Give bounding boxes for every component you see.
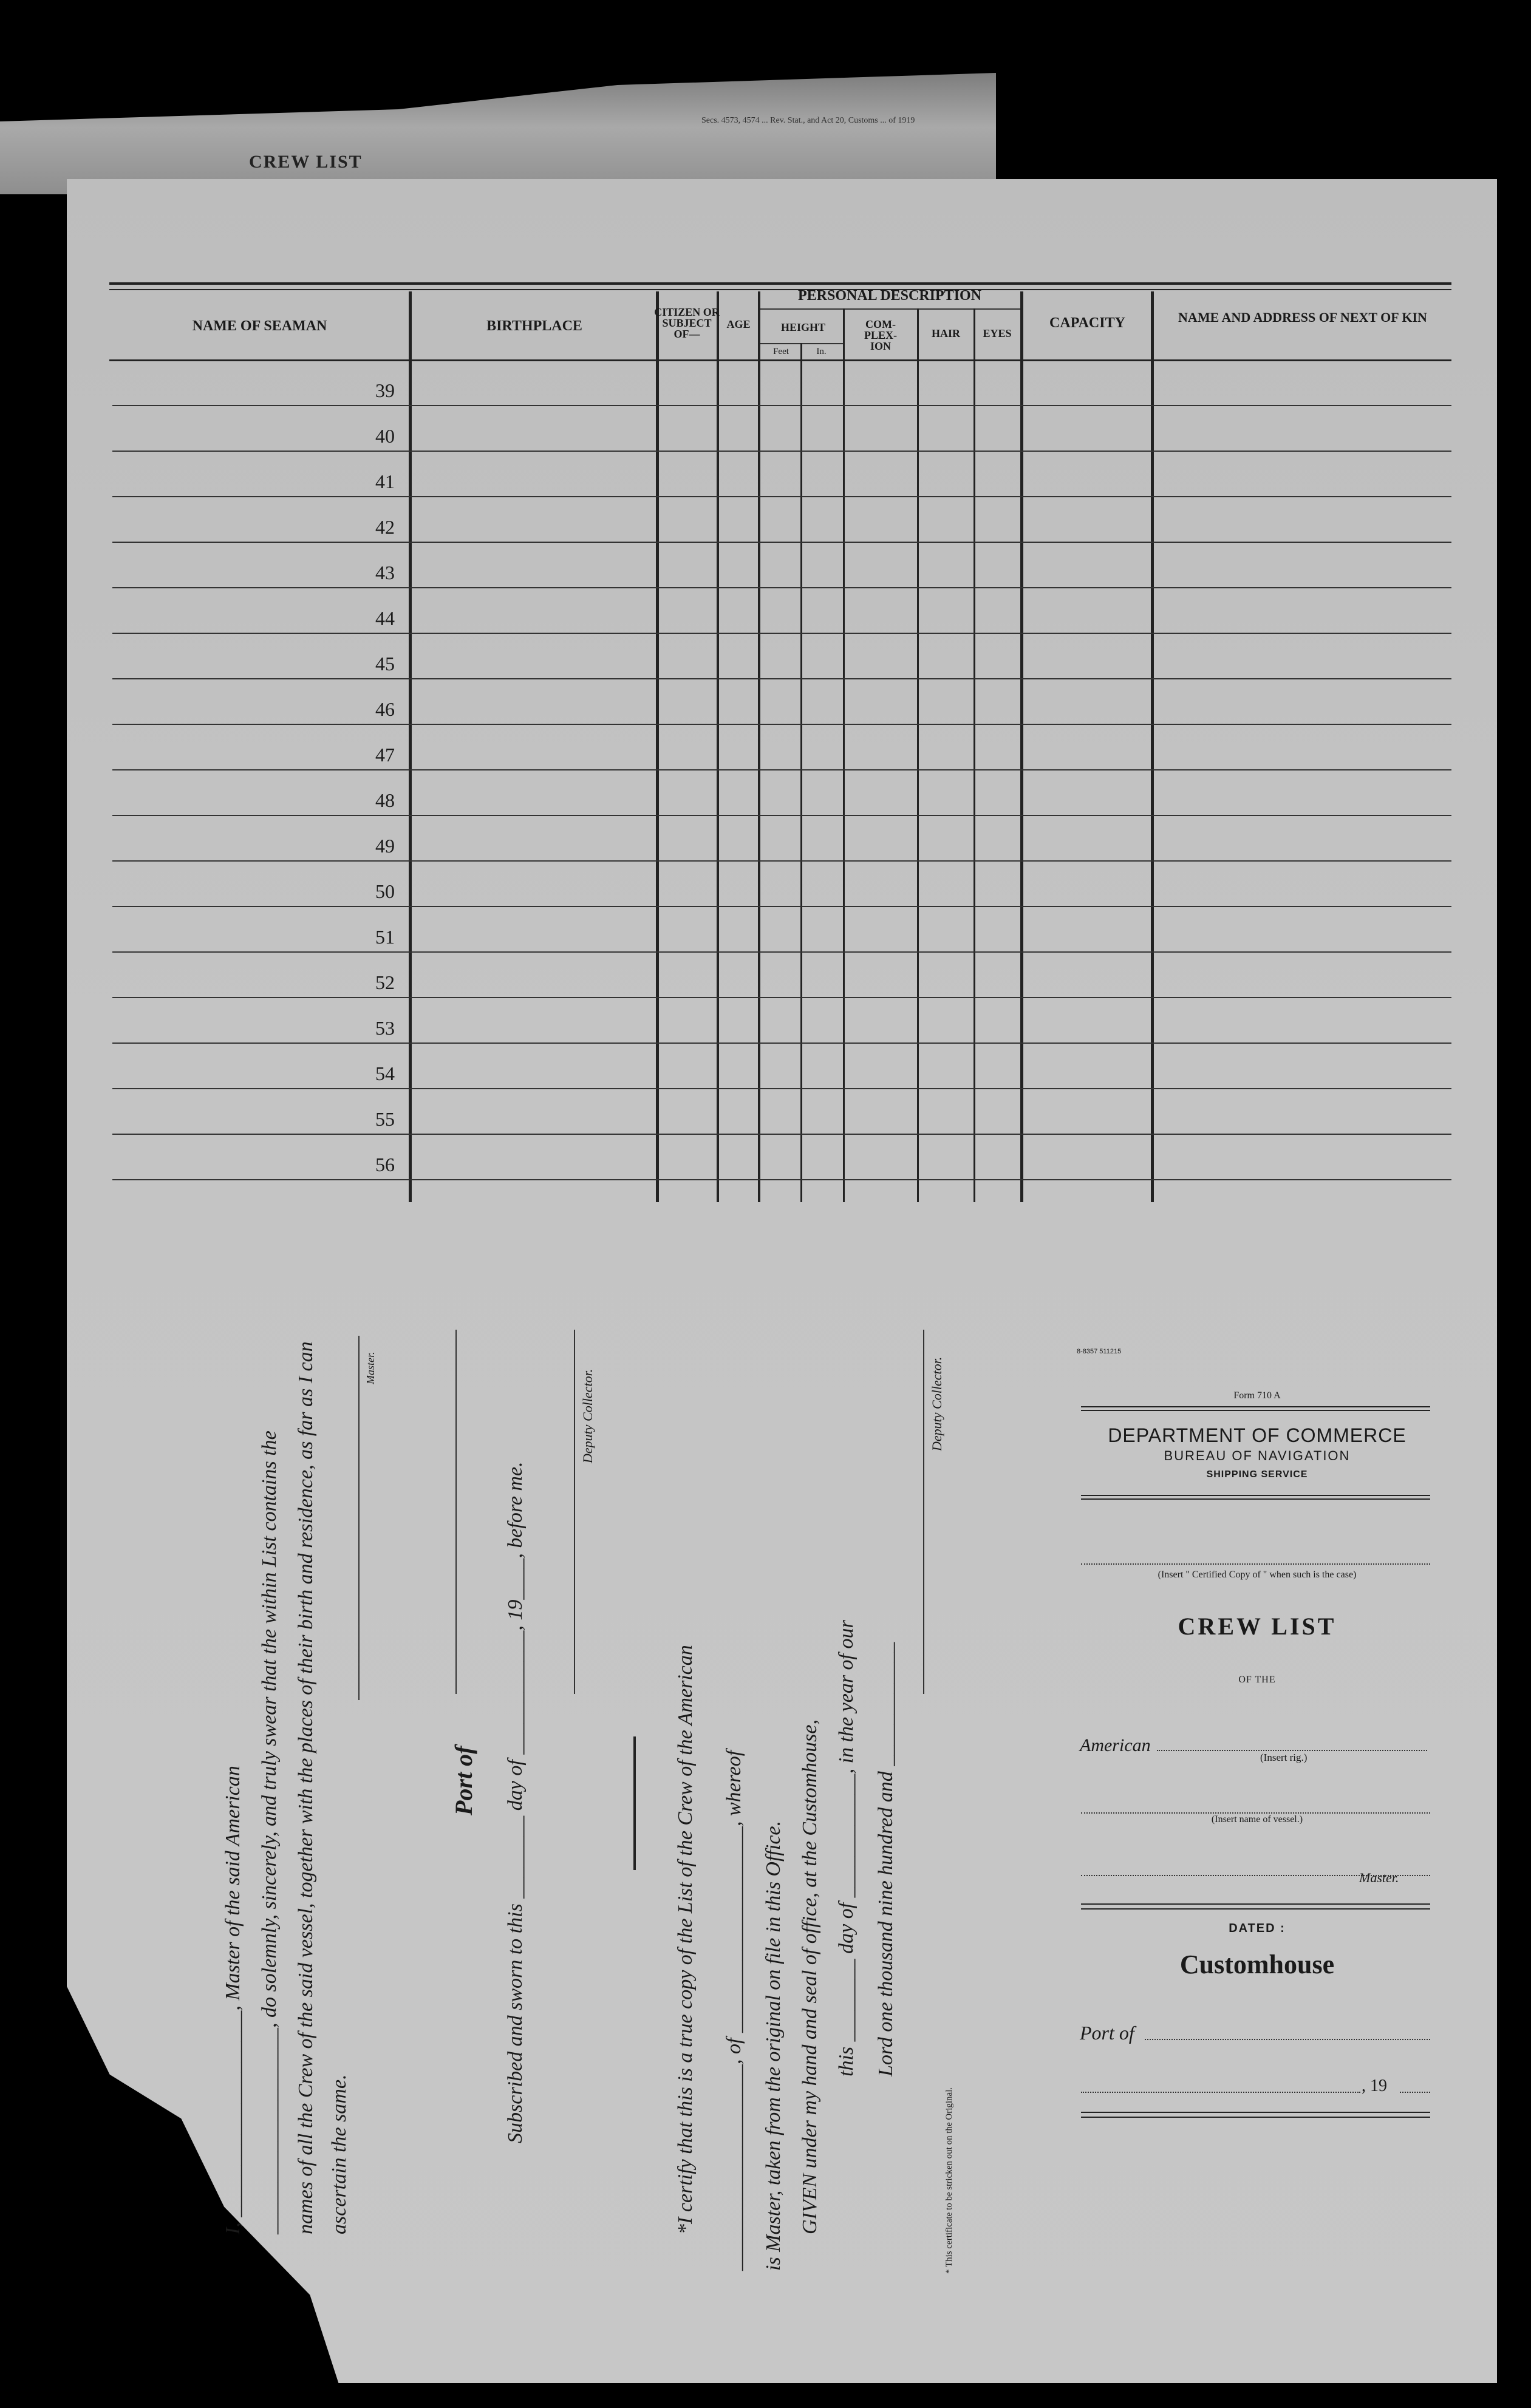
dated: DATED : <box>1229 1922 1286 1935</box>
table-row-rule <box>112 496 1451 497</box>
header-feet: Feet <box>773 347 789 356</box>
insert-rig: (Insert rig.) <box>1260 1752 1308 1763</box>
col-divider-name <box>409 291 412 1202</box>
card-port-of: Port of <box>1080 2022 1134 2044</box>
header-hair: HAIR <box>931 327 960 339</box>
section-divider <box>633 1736 636 1870</box>
card-title: CREW LIST <box>1178 1613 1337 1640</box>
oath-line-1: I, ____________________, Master of the said American <box>222 1766 244 2234</box>
row-number: 53 <box>375 1017 395 1039</box>
oath-line-4: ascertain the same. <box>328 2074 350 2234</box>
certified-copy-line <box>1081 1563 1430 1565</box>
cert-line-5: this ________ day of ____________, in the year of our <box>835 1620 858 2076</box>
vessel-line <box>1081 1812 1430 1814</box>
row-number: 43 <box>375 562 395 583</box>
card-rule-4 <box>1081 1498 1430 1500</box>
oath-master-label: Master. <box>364 1352 377 1384</box>
folded-tab <box>0 73 996 194</box>
header-height: HEIGHT <box>780 321 826 333</box>
table-row-rule <box>112 1134 1451 1135</box>
row-number: 40 <box>375 425 395 447</box>
table-row-rule <box>112 405 1451 406</box>
row-number: 48 <box>375 789 395 811</box>
cert-line-6: Lord one thousand nine hundred and ____________ <box>875 1642 897 2076</box>
table-row-rule <box>112 451 1451 452</box>
table-row-rule <box>112 815 1451 816</box>
header-name-of-seaman: NAME OF SEAMAN <box>192 318 327 334</box>
col-divider-capacity <box>1151 291 1154 1202</box>
row-number: 45 <box>375 653 395 675</box>
tab-statute-note: Secs. 4573, 4574 ... Rev. Stat., and Act 20, Customs ... of 1919 <box>701 116 915 125</box>
cert-line-2: ____________________, of ____________________, whereof <box>723 1750 745 2271</box>
table-row-rule <box>112 1042 1451 1044</box>
rig-line <box>1157 1750 1427 1751</box>
header-bottom-rule <box>109 359 1451 361</box>
col-divider-complexion <box>917 308 919 1202</box>
header-complexion: COM- PLEX- ION <box>864 318 897 352</box>
header-capacity: CAPACITY <box>1049 315 1125 331</box>
table-row-rule <box>112 860 1451 862</box>
deputy-signature-line <box>574 1330 575 1694</box>
card-rule-1 <box>1081 1406 1430 1407</box>
row-number: 49 <box>375 835 395 857</box>
customhouse: Customhouse <box>1179 1950 1335 1979</box>
row-number: 54 <box>375 1063 395 1084</box>
table-row-rule <box>112 951 1451 953</box>
col-divider-birthplace <box>656 291 659 1202</box>
row-number: 55 <box>375 1108 395 1130</box>
table-row-rule <box>112 769 1451 770</box>
table-row-rule <box>112 724 1451 725</box>
table-top-rule <box>109 282 1451 285</box>
row-number: 44 <box>375 607 395 629</box>
col-divider-citizen <box>717 291 719 1202</box>
row-number: 41 <box>375 471 395 492</box>
table-row-rule <box>112 1179 1451 1180</box>
card-rule-6 <box>1081 1908 1430 1910</box>
header-age: AGE <box>726 318 751 330</box>
col-divider-eyes <box>1020 291 1023 1202</box>
year-line <box>1400 2092 1430 2093</box>
header-eyes: EYES <box>983 327 1012 339</box>
row-number: 52 <box>375 971 395 993</box>
tab-label: CREW LIST <box>249 152 363 172</box>
form-number: Form 710 A <box>1233 1390 1281 1401</box>
header-next-of-kin: NAME AND ADDRESS OF NEXT OF KIN <box>1178 310 1427 325</box>
cert-line-4: GIVEN under my hand and seal of office, at the Customhouse, <box>799 1719 821 2234</box>
department: DEPARTMENT OF COMMERCE <box>1108 1424 1407 1446</box>
cert-line-3: is Master, taken from the original on file in this Office. <box>762 1820 785 2271</box>
port-of-line <box>1145 2039 1430 2040</box>
header-citizen: CITIZEN OR SUBJECT OF— <box>654 306 720 340</box>
row-number: 39 <box>375 379 395 401</box>
cert-deputy-label: Deputy Collector. <box>929 1356 944 1451</box>
row-number: 46 <box>375 698 395 720</box>
table-row-rule <box>112 542 1451 543</box>
of-the: OF THE <box>1238 1675 1276 1685</box>
header-personal-description: PERSONAL DESCRIPTION <box>797 288 982 304</box>
col-divider-inches <box>843 308 845 1202</box>
cert-line-1: *I certify that this is a true copy of the List of the Crew of the American <box>674 1645 697 2234</box>
header-birthplace: BIRTHPLACE <box>486 318 582 334</box>
card-rule-7 <box>1081 2112 1430 2113</box>
row-number: 50 <box>375 880 395 902</box>
card-rule-8 <box>1081 2117 1430 2118</box>
card-rule-5 <box>1081 1903 1430 1905</box>
col-divider-hair <box>973 308 975 1202</box>
bureau: BUREAU OF NAVIGATION <box>1164 1448 1351 1463</box>
table-row-rule <box>112 678 1451 679</box>
print-code: 8-8357 511215 <box>1077 1348 1122 1355</box>
oath-port-of: Port of <box>450 1746 477 1815</box>
table-row-rule <box>112 1088 1451 1089</box>
card-master: Master. <box>1359 1870 1399 1885</box>
row-number: 47 <box>375 744 395 766</box>
header-inches: In. <box>816 347 827 356</box>
table-row-rule <box>112 997 1451 998</box>
personal-description-rule <box>759 308 1020 310</box>
oath-deputy-label: Deputy Collector. <box>580 1369 595 1463</box>
row-number: 56 <box>375 1154 395 1175</box>
row-number: 42 <box>375 516 395 538</box>
col-divider-feet <box>800 343 802 1202</box>
oath-line-2: ____________________, do solemnly, sincerely, and truly swear that the within List contains the <box>258 1430 281 2234</box>
card-rule-3 <box>1081 1495 1430 1496</box>
table-row-rule <box>112 906 1451 907</box>
col-divider-age <box>758 291 760 1202</box>
service: SHIPPING SERVICE <box>1206 1469 1308 1480</box>
table-row-rule <box>112 633 1451 634</box>
american-label: American <box>1080 1735 1151 1755</box>
year-label: , 19 <box>1362 2076 1387 2095</box>
card-rule-2 <box>1081 1410 1430 1411</box>
cert-deputy-line <box>923 1330 924 1694</box>
oath-line-3: names of all the Crew of the said vessel, together with the places of their birth and residence, as far as I can <box>295 1341 317 2234</box>
oath-subscribed: Subscribed and sworn to this ________ day of ____________, 19____, before me. <box>504 1461 527 2143</box>
port-line <box>455 1330 457 1694</box>
insert-vessel: (Insert name of vessel.) <box>1211 1814 1303 1825</box>
cert-footnote: * This certificate to be stricken out on the Original. <box>944 2087 954 2274</box>
row-number: 51 <box>375 926 395 948</box>
table-row-rule <box>112 587 1451 588</box>
master-signature-line <box>358 1336 360 1700</box>
date-line <box>1081 2092 1360 2093</box>
insert-note: (Insert " Certified Copy of " when such is the case) <box>1158 1570 1357 1580</box>
